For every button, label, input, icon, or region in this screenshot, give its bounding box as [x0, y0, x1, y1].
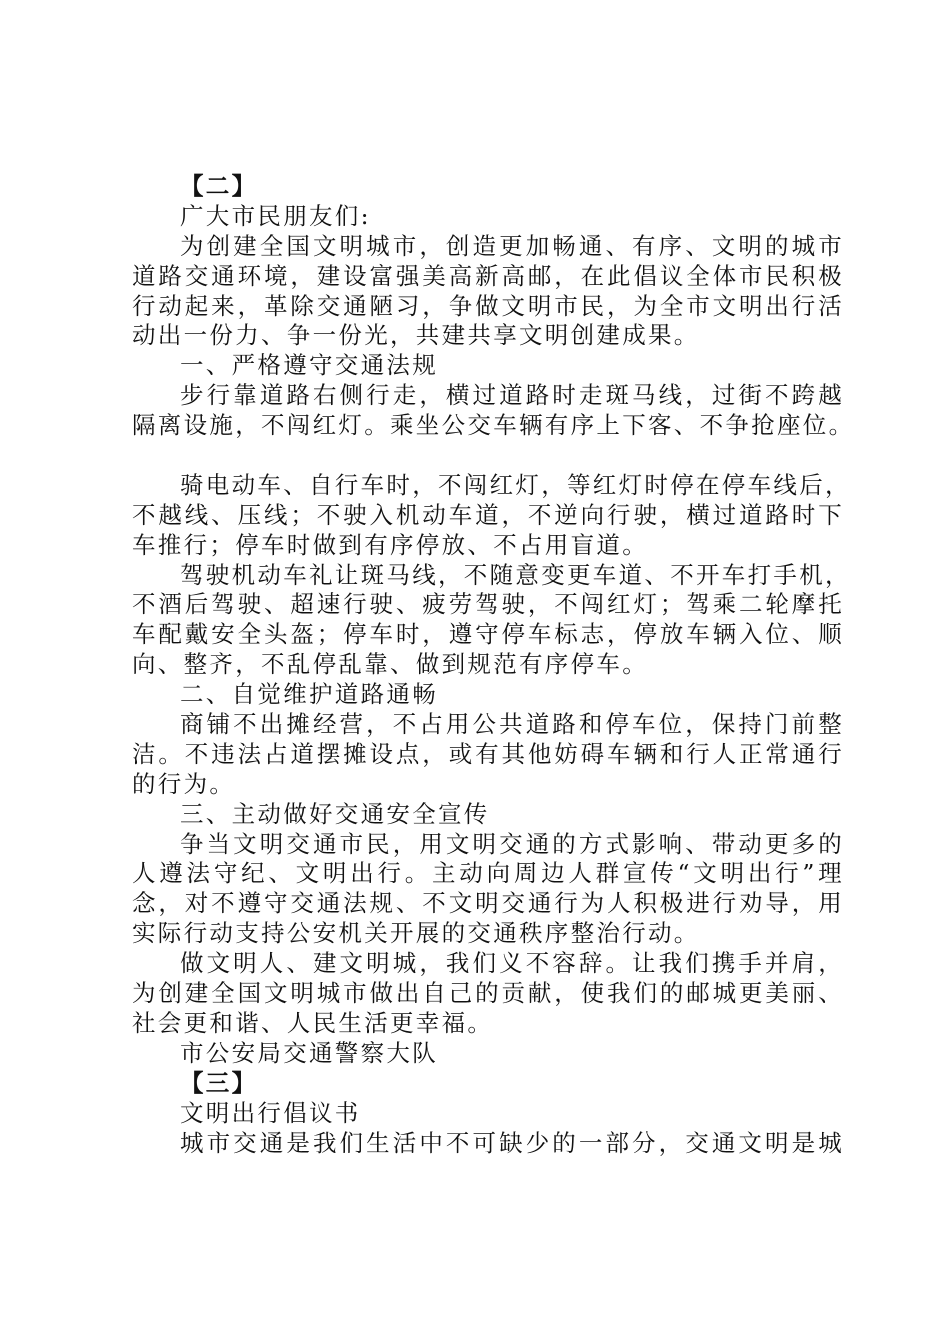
section-heading: 一、严格遵守交通法规 — [180, 351, 438, 380]
paragraph-line: 人遵法守纪、文明出行。主动向周边人群宣传“文明出行”理 — [132, 859, 844, 888]
section-heading: 二、自觉维护道路通畅 — [180, 680, 438, 709]
salutation: 广大市民朋友们: — [180, 201, 371, 230]
document-title: 文明出行倡议书 — [180, 1098, 361, 1127]
signature: 市公安局交通警察大队 — [180, 1038, 438, 1067]
paragraph-line: 道路交通环境，建设富强美高新高邮，在此倡议全体市民积极 — [132, 261, 844, 290]
paragraph-line: 不越线、压线；不驶入机动车道，不逆向行驶，横过道路时下 — [132, 500, 844, 529]
paragraph-line: 争当文明交通市民，用文明交通的方式影响、带动更多的 — [180, 829, 844, 858]
document-page — [132, 172, 855, 1158]
section-heading: 三、主动做好交通安全宣传 — [180, 799, 490, 828]
blank-line — [132, 441, 844, 471]
paragraph-line: 行动起来，革除交通陋习，争做文明市民，为全市文明出行活 — [132, 291, 844, 320]
paragraph-line: 不酒后驾驶、超速行驶、疲劳驾驶，不闯红灯；驾乘二轮摩托 — [132, 590, 844, 619]
paragraph-line: 步行靠道路右侧行走，横过道路时走斑马线，过街不跨越 — [180, 381, 844, 410]
section-marker: 【三】 — [180, 1068, 258, 1097]
paragraph-line: 为创建全国文明城市，创造更加畅通、有序、文明的城市 — [180, 231, 844, 260]
paragraph-line: 社会更和谐、人民生活更幸福。 — [132, 1008, 494, 1037]
paragraph-line: 的行为。 — [132, 769, 236, 798]
paragraph-line: 驾驶机动车礼让斑马线，不随意变更车道、不开车打手机， — [180, 560, 851, 589]
paragraph-line: 车配戴安全头盔；停车时，遵守停车标志，停放车辆入位、顺 — [132, 620, 844, 649]
section-marker: 【二】 — [180, 172, 258, 200]
paragraph-line: 向、整齐，不乱停乱靠、做到规范有序停车。 — [132, 650, 648, 679]
paragraph-line: 做文明人、建文明城，我们义不容辞。让我们携手并肩， — [180, 949, 844, 978]
paragraph-line: 隔离设施，不闯红灯。乘坐公交车辆有序上下客、不争抢座位。 — [132, 411, 855, 440]
paragraph-line: 念，对不遵守交通法规、不文明交通行为人积极进行劝导，用 — [132, 889, 844, 918]
paragraph-line: 城市交通是我们生活中不可缺少的一部分，交通文明是城 — [180, 1128, 844, 1157]
paragraph-line: 为创建全国文明城市做出自己的贡献，使我们的邮城更美丽、 — [132, 979, 844, 1008]
paragraph-line: 商铺不出摊经营，不占用公共道路和停车位，保持门前整 — [180, 710, 844, 739]
paragraph-line: 骑电动车、自行车时，不闯红灯，等红灯时停在停车线后， — [180, 470, 851, 499]
paragraph-line: 车推行；停车时做到有序停放、不占用盲道。 — [132, 530, 648, 559]
paragraph-line: 实际行动支持公安机关开展的交通秩序整治行动。 — [132, 919, 700, 948]
paragraph-line: 动出一份力、争一份光，共建共享文明创建成果。 — [132, 321, 700, 350]
paragraph-line: 洁。不违法占道摆摊设点，或有其他妨碍车辆和行人正常通行 — [132, 739, 844, 768]
